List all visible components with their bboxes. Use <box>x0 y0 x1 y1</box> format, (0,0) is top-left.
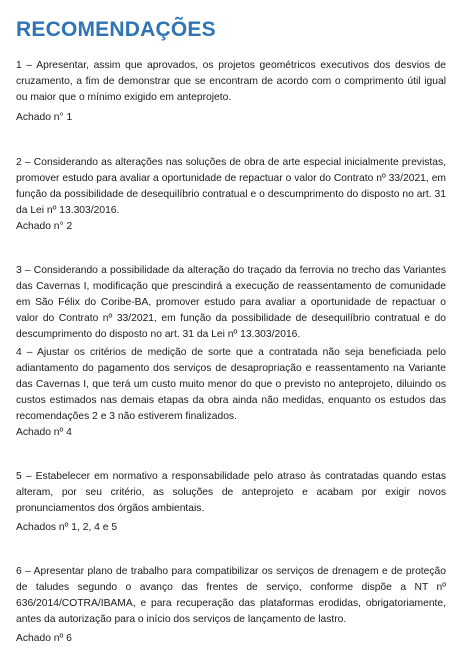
recommendation-2-text: 2 – Considerando as alterações nas soluções de obra de arte especial inicialmente previstas, promover estudo para avaliar a oportunidade de repactuar o valor do Contrato nº 33/2021, em função da possibilidade de desequilíbrio contratual e o descumprimento do disposto no art. 31 da Lei nº 13.303/2016. <box>16 157 446 216</box>
recommendation-6-ref: Achado nº 6 <box>16 633 72 644</box>
recommendation-1-text: 1 – Apresentar, assim que aprovados, os projetos geométricos executivos dos desvios de cruzamento, a fim de demonstrar que se encontram de acordo com o comprimento útil igual ou maior que o mínimo exigido em anteprojeto. <box>16 60 446 103</box>
recommendation-5-ref: Achados nº 1, 2, 4 e 5 <box>16 522 118 533</box>
recommendation-2-ref: Achado n° 2 <box>16 221 73 232</box>
recommendation-4-text: 4 – Ajustar os critérios de medição de sorte que a contratada não seja beneficiada pelo adiantamento do pagamento dos serviços de desapropriação e reassentamento na Variante das Cavernas I, que terá um custo muito menor do que o previsto no anteprojeto, diluindo os custos estimados nas demais etapas da obra ainda não medidas, enquanto os estudos das recomendações 2 e 3 não estiverem finalizados. <box>16 347 446 422</box>
recommendation-1-ref: Achado n° 1 <box>16 112 73 123</box>
recommendation-3-text: 3 – Considerando a possibilidade da alteração do traçado da ferrovia no trecho das Variantes das Cavernas I, modificação que prescindirá a execução de reassentamento de comunidade em São Félix do Coribe-BA, promover estudo para avaliar a oportunidade de repactuar o valor do Contrato nº 33/2021, em função da possibilidade de desequilíbrio contratual e do descumprimento do disposto no art. 31 da Lei nº 13.303/2016. <box>16 265 446 340</box>
page-title: RECOMENDAÇÕES <box>16 18 216 41</box>
recommendation-4-ref: Achado nº 4 <box>16 427 72 438</box>
recommendation-5-text: 5 – Estabelecer em normativo a responsabilidade pelo atraso às contratadas quando estas alteram, por seu critério, as soluções de anteprojeto e acabam por exigir novos pronunciamentos dos órgãos ambientais. <box>16 471 446 514</box>
recommendation-6-text: 6 – Apresentar plano de trabalho para compatibilizar os serviços de drenagem e de proteção de taludes segundo o avanço das frentes de serviço, conforme dispõe a NT nº 636/2014/COTRA/IBAMA, e para recuperação das plataformas erodidas, obrigatoriamente, antes da autorização para o início dos serviços de lançamento de lastro. <box>16 566 446 625</box>
